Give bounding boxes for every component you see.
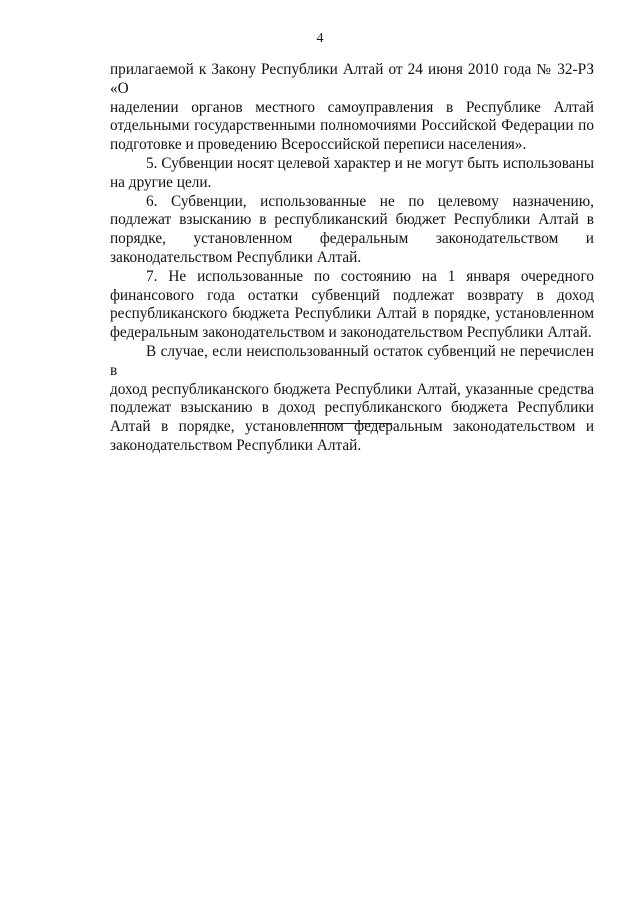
text-line: прилагаемой к Закону Республики Алтай от 24 июня 2010 года № 32-РЗ «О [110, 61, 594, 97]
text-line: наделении органов местного самоуправления в Республике Алтай [110, 98, 594, 116]
text-line: федеральным законодательством и законодательством Республики Алтай. [110, 324, 592, 342]
paragraph [110, 155, 594, 193]
text-line: республиканского бюджета Республики Алтай в порядке, установленном [110, 305, 594, 323]
text-line: подлежат взысканию в доход республиканского бюджета Республики [110, 399, 594, 417]
document-body [110, 61, 594, 456]
text-line: 5. Субвенции носят целевой характер и не могут быть использованы [146, 154, 594, 172]
text-line: 6. Субвенции, использованные не по целевому назначению, [146, 192, 594, 210]
end-of-text-rule [310, 423, 392, 424]
text-line: В случае, если неиспользованный остаток субвенций не перечислен в [110, 342, 594, 379]
text-line: на другие цели. [110, 173, 212, 191]
text-line: Алтай в порядке, установленном федеральным законодательством и [110, 418, 594, 436]
paragraph [110, 268, 594, 343]
text-line: подлежат взысканию в республиканский бюджет Республики Алтай в [110, 211, 594, 229]
text-line: финансового года остатки субвенций подлежат возврату в доход [110, 286, 594, 304]
text-line: законодательством Республики Алтай. [110, 248, 362, 266]
text-line: порядке, установленном федеральным законодательством и [110, 230, 594, 248]
paragraph [110, 343, 594, 456]
paragraph [110, 193, 594, 268]
text-line: законодательством Республики Алтай. [110, 436, 362, 454]
text-line: доход республиканского бюджета Республики Алтай, указанные средства [110, 380, 594, 398]
paragraph [110, 61, 594, 155]
text-line: 7. Не использованные по состоянию на 1 января очередного [146, 267, 594, 285]
text-line: отдельными государственными полномочиями Российской Федерации по [110, 117, 594, 135]
text-line: подготовке и проведению Всероссийской переписи населения». [110, 136, 527, 154]
page-number: 4 [316, 31, 324, 46]
